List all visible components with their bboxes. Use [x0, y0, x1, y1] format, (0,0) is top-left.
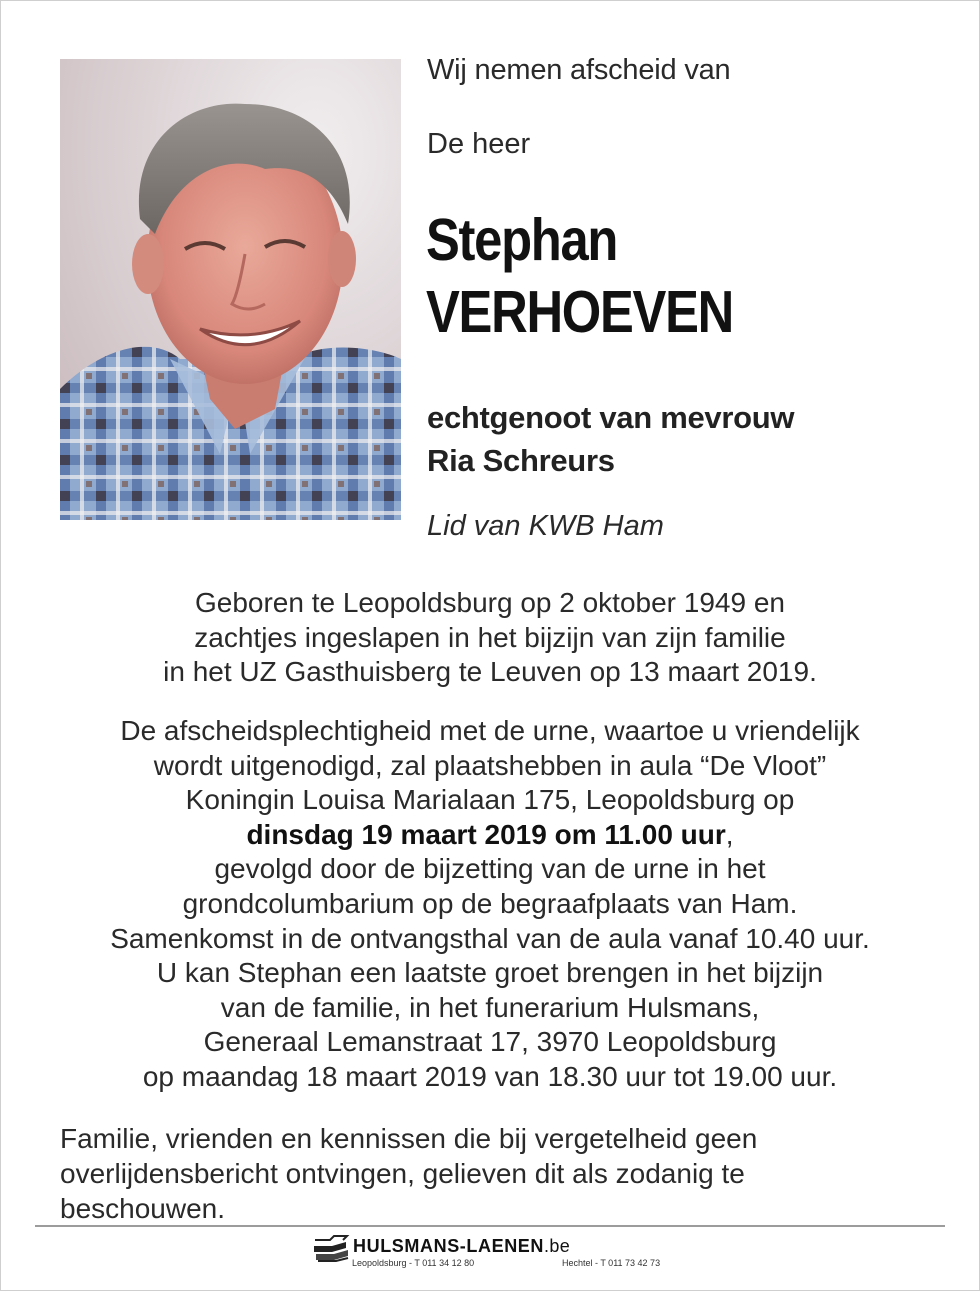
- spouse-line-1: echtgenoot van mevrouw: [427, 400, 795, 435]
- first-name: Stephan: [426, 207, 618, 273]
- ceremony-line: grondcolumbarium op de begraafplaats van Ham.: [182, 887, 798, 919]
- ceremony-line: U kan Stephan een laatste groet brengen in het bijzijn: [156, 957, 824, 989]
- ceremony-line: van de familie, in het funerarium Hulsmans,: [220, 991, 760, 1023]
- notice-paragraph: Familie, vrienden en kennissen die bij vergetelheid geen overlijdensbericht ontvingen, gelieven dit als zodanig te beschouwen.: [60, 1123, 758, 1224]
- birth-line: Geboren te Leopoldsburg op 2 oktober 1949 en: [194, 587, 785, 618]
- contact-leopoldsburg: Leopoldsburg - T 011 34 12 80: [352, 1258, 475, 1268]
- birth-paragraph: [40, 586, 940, 690]
- brand-tld: .be: [544, 1236, 571, 1256]
- ceremony-line: Koningin Louisa Marialaan 175, Leopoldsburg op: [185, 784, 795, 816]
- ceremony-date-line: [40, 818, 940, 853]
- ceremony-line: Generaal Lemanstraat 17, 3970 Leopoldsburg: [203, 1026, 777, 1058]
- membership: Lid van KWB Ham: [427, 510, 664, 542]
- birth-line: zachtjes ingeslapen in het bijzijn van zijn familie: [194, 621, 786, 653]
- ceremony-line: De afscheidsplechtigheid met de urne, waartoe u vriendelijk: [120, 715, 860, 746]
- spouse-line-2: Ria Schreurs: [427, 443, 615, 478]
- portrait-photo: [60, 59, 401, 520]
- divider: [35, 1225, 945, 1227]
- ceremony-paragraph: [40, 714, 940, 1095]
- spouse-info: [427, 396, 794, 482]
- last-name: VERHOEVEN: [426, 279, 734, 345]
- stacked-books-icon: [312, 1234, 350, 1264]
- birth-line: in het UZ Gasthuisberg te Leuven op 13 maart 2019.: [163, 656, 817, 688]
- ceremony-line: gevolgd door de bijzetting van de urne in het: [214, 853, 766, 885]
- ceremony-date-suffix: ,: [725, 818, 734, 850]
- funeral-home-footer: [312, 1234, 692, 1274]
- deceased-name: [426, 204, 733, 348]
- intro-text: Wij nemen afscheid van: [427, 54, 731, 86]
- ceremony-line: op maandag 18 maart 2019 van 18.30 uur tot 19.00 uur.: [142, 1060, 838, 1092]
- ceremony-line: Samenkomst in de ontvangsthal van de aula vanaf 10.40 uur.: [110, 922, 870, 954]
- ceremony-date: dinsdag 19 maart 2019 om 11.00 uur: [246, 818, 726, 850]
- brand-name: [353, 1234, 570, 1258]
- brand-name-text: HULSMANS-LAENEN: [353, 1236, 544, 1256]
- honorific: De heer: [427, 128, 531, 160]
- contact-hechtel: Hechtel - T 011 73 42 73: [562, 1258, 661, 1268]
- ceremony-line: wordt uitgenodigd, zal plaatshebben in aula “De Vloot”: [153, 749, 827, 781]
